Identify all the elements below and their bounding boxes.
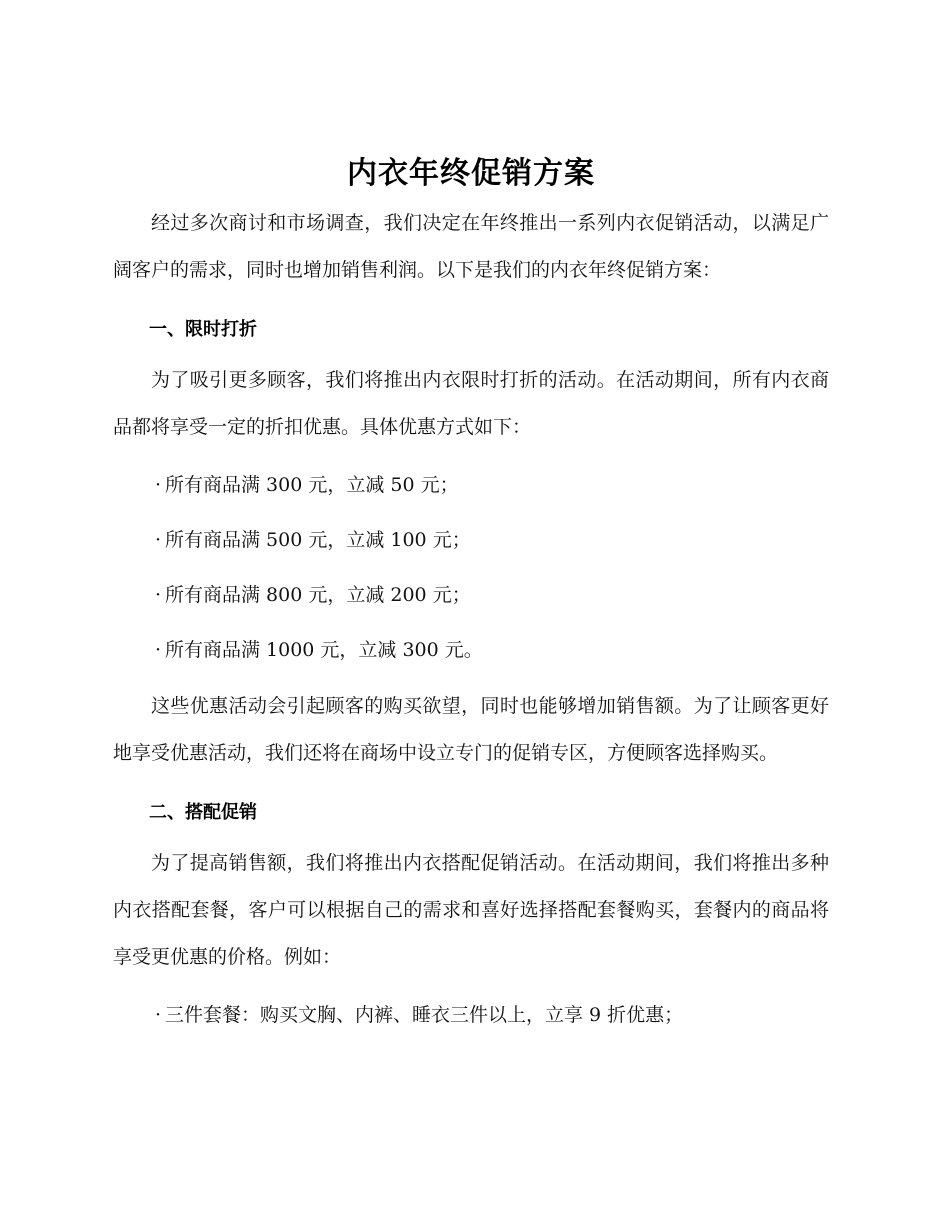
bullet-marker: · [155, 529, 162, 551]
list-item-text: 所有商品满 500 元，立减 100 元； [165, 529, 471, 551]
page-title: 内衣年终促销方案 [347, 156, 595, 191]
section-paragraph-discount: 为了吸引更多顾客，我们将推出内衣限时打折的活动。在活动期间，所有内衣商品都将享受一定的折扣优惠。具体优惠方式如下： [113, 369, 829, 438]
spacer [113, 294, 829, 302]
list-item-text: 所有商品满 1000 元，立减 300 元。 [165, 639, 483, 661]
list-item [113, 568, 829, 623]
list-item-text: 三件套餐：购买文胸、内裤、睡衣三件以上，立享 9 折优惠； [165, 1004, 684, 1026]
list-item [113, 513, 829, 568]
list-item [113, 988, 829, 1043]
bullet-marker: · [155, 584, 162, 606]
bullet-marker: · [155, 639, 162, 661]
bullet-marker: · [155, 474, 162, 496]
section-closing-paragraph: 这些优惠活动会引起顾客的购买欲望，同时也能够增加销售额。为了让顾客更好地享受优惠活动，我们还将在商场中设立专门的促销专区，方便顾客选择购买。 [113, 695, 829, 764]
list-item-text: 所有商品满 300 元，立减 50 元； [165, 474, 459, 496]
list-item-text: 所有商品满 800 元，立减 200 元； [165, 584, 471, 606]
spacer [113, 451, 829, 458]
list-item [113, 458, 829, 513]
spacer [113, 981, 829, 988]
list-item [113, 623, 829, 678]
document-body [113, 148, 829, 1043]
spacer [113, 777, 829, 785]
bundle-list [113, 988, 829, 1043]
section-heading-discount: 一、限时打折 [149, 319, 257, 340]
section-heading-bundle: 二、搭配促销 [149, 802, 257, 823]
bullet-marker: · [155, 1004, 162, 1026]
intro-paragraph: 经过多次商讨和市场调查，我们决定在年终推出一系列内衣促销活动，以满足广阔客户的需求，同时也增加销售利润。以下是我们的内衣年终促销方案： [113, 212, 829, 281]
section-paragraph-bundle: 为了提高销售额，我们将推出内衣搭配促销活动。在活动期间，我们将推出多种内衣搭配套餐，客户可以根据自己的需求和喜好选择搭配套餐购买，套餐内的商品将享受更优惠的价格。例如： [113, 852, 829, 968]
discount-list [113, 458, 829, 678]
